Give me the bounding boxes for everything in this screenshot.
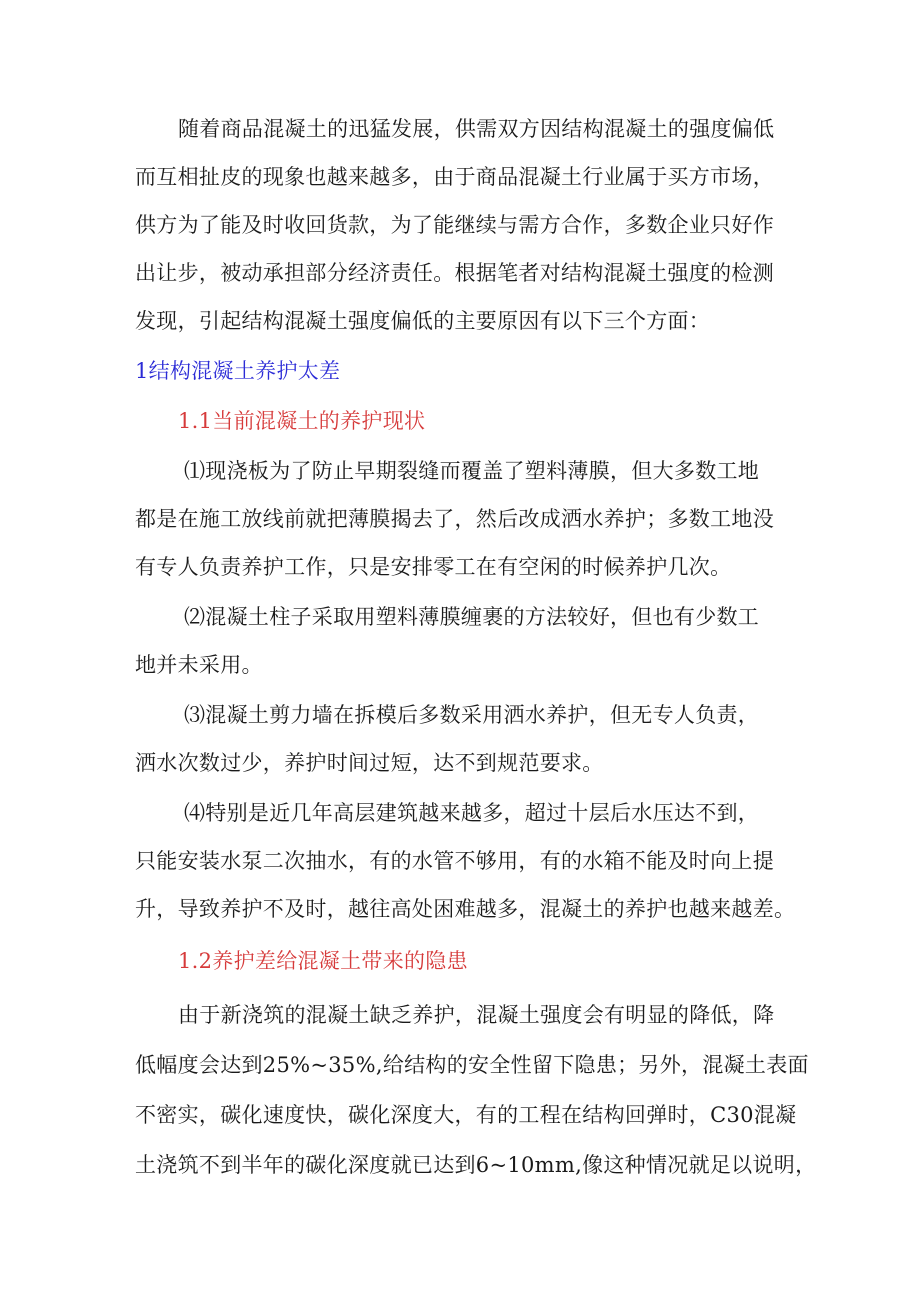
text-line: 洒水次数过少，养护时间过短，达不到规范要求。 <box>135 751 604 775</box>
text-line: 随着商品混凝土的迅猛发展，供需双方因结构混凝土的强度偏低 <box>178 117 775 141</box>
text-line: 升，导致养护不及时，越往高处困难越多，混凝土的养护也越来越差。 <box>135 897 796 921</box>
text-line: ⑶混凝土剪力墙在拆模后多数采用洒水养护，但无专人负责， <box>184 703 760 727</box>
text-line: 有专人负责养护工作，只是安排零工在有空闲的时候养护几次。 <box>135 555 732 579</box>
text-line: 由于新浇筑的混凝土缺乏养护，混凝土强度会有明显的降低，降 <box>178 1003 775 1027</box>
text-line: 地并未采用。 <box>135 653 263 677</box>
text-line: 都是在施工放线前就把薄膜揭去了，然后改成洒水养护；多数工地没 <box>135 507 774 531</box>
section-heading-1-1: 1.1当前混凝土的养护现状 <box>178 409 426 433</box>
text-line: 发现，引起结构混凝土强度偏低的主要原因有以下三个方面： <box>135 309 711 333</box>
section-heading-1: 1结构混凝土养护太差 <box>135 359 341 383</box>
text-line: 而互相扯皮的现象也越来越多，由于商品混凝土行业属于买方市场， <box>135 165 774 189</box>
text-line: ⑴现浇板为了防止早期裂缝而覆盖了塑料薄膜，但大多数工地 <box>184 459 760 483</box>
text-line: 低幅度会达到25%~35%,给结构的安全性留下隐患；另外，混凝土表面 <box>135 1053 809 1077</box>
text-line: 只能安装水泵二次抽水，有的水管不够用，有的水箱不能及时向上提 <box>135 849 774 873</box>
section-heading-1-2: 1.2养护差给混凝土带来的隐患 <box>178 949 468 973</box>
text-line: 供方为了能及时收回货款，为了能继续与需方合作，多数企业只好作 <box>135 213 774 237</box>
text-line: ⑵混凝土柱子采取用塑料薄膜缠裹的方法较好，但也有少数工 <box>184 605 760 629</box>
text-line: 不密实，碳化速度快，碳化深度大，有的工程在结构回弹时，C30混凝 <box>135 1103 797 1127</box>
text-line: 出让步，被动承担部分经济责任。根据笔者对结构混凝土强度的检测 <box>135 261 774 285</box>
text-line: 土浇筑不到半年的碳化深度就已达到6~10mm,像这种情况就足以说明， <box>135 1153 817 1177</box>
text-line: ⑷特别是近几年高层建筑越来越多，超过十层后水压达不到， <box>184 801 760 825</box>
